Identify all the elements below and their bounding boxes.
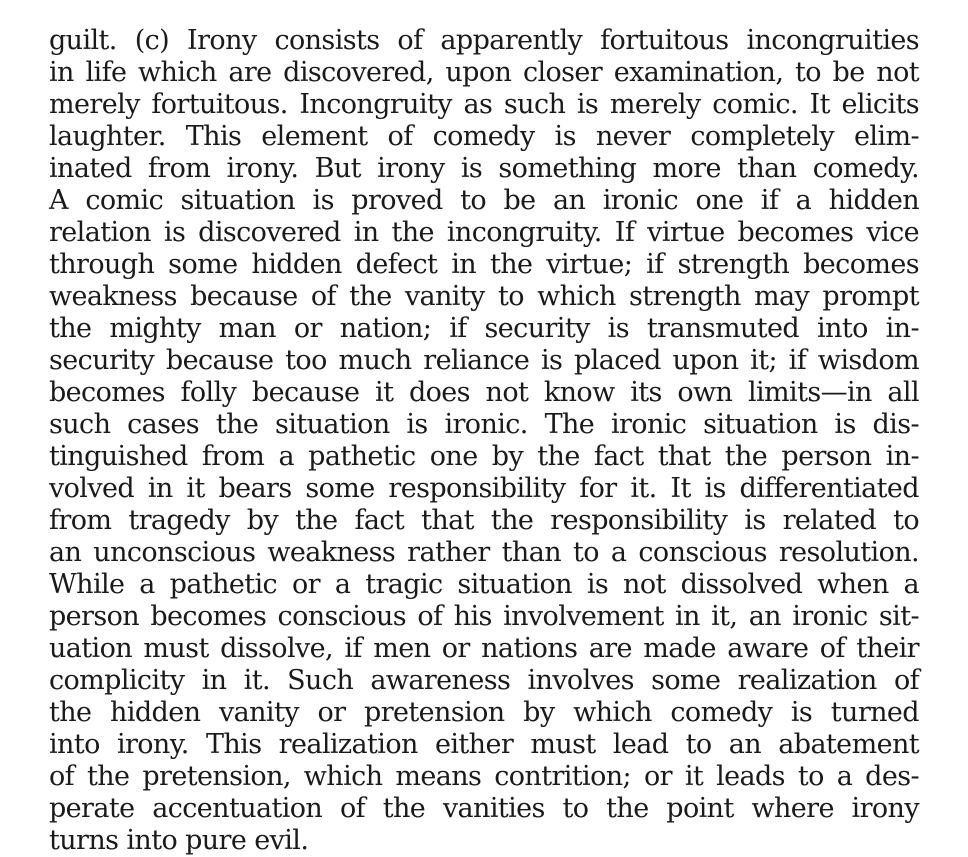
text-line-14: tinguished from a pathetic one by the fact that the person in- bbox=[49, 441, 919, 472]
text-line-10: the mighty man or nation; if security is transmuted into in- bbox=[49, 313, 919, 344]
text-line-13: such cases the situation is ironic. The ironic situation is dis- bbox=[49, 409, 919, 440]
text-line-11: security because too much reliance is placed upon it; if wisdom bbox=[49, 345, 919, 376]
text-line-17: an unconscious weakness rather than to a conscious resolution. bbox=[49, 537, 919, 568]
text-line-20: uation must dissolve, if men or nations are made aware of their bbox=[49, 633, 919, 664]
text-line-24: of the pretension, which means contrition; or it leads to a des- bbox=[49, 761, 919, 792]
text-line-9: weakness because of the vanity to which strength may prompt bbox=[49, 281, 919, 312]
document-page bbox=[49, 25, 919, 857]
text-line-5: inated from irony. But irony is something more than comedy. bbox=[49, 153, 919, 184]
text-line-3: merely fortuitous. Incongruity as such is merely comic. It elicits bbox=[49, 89, 919, 120]
text-line-6: A comic situation is proved to be an ironic one if a hidden bbox=[49, 185, 919, 216]
text-line-7: relation is discovered in the incongruity. If virtue becomes vice bbox=[49, 217, 919, 248]
text-line-15: volved in it bears some responsibility for it. It is differentiated bbox=[49, 473, 919, 504]
text-line-2: in life which are discovered, upon closer examination, to be not bbox=[49, 57, 919, 88]
text-line-25: perate accentuation of the vanities to the point where irony bbox=[49, 793, 919, 824]
text-line-1: guilt. (c) Irony consists of apparently fortuitous incongruities bbox=[49, 25, 919, 56]
text-line-12: becomes folly because it does not know its own limits—in all bbox=[49, 377, 919, 408]
text-line-19: person becomes conscious of his involvement in it, an ironic sit- bbox=[49, 601, 919, 632]
text-line-26: turns into pure evil. bbox=[49, 825, 309, 856]
text-line-18: While a pathetic or a tragic situation is not dissolved when a bbox=[49, 569, 919, 600]
text-line-16: from tragedy by the fact that the responsibility is related to bbox=[49, 505, 919, 536]
text-line-4: laughter. This element of comedy is never completely elim- bbox=[49, 121, 919, 152]
text-line-8: through some hidden defect in the virtue; if strength becomes bbox=[49, 249, 919, 280]
text-line-22: the hidden vanity or pretension by which comedy is turned bbox=[49, 697, 919, 728]
body-paragraph bbox=[49, 25, 919, 857]
text-line-23: into irony. This realization either must lead to an abatement bbox=[49, 729, 919, 760]
text-line-21: complicity in it. Such awareness involves some realization of bbox=[49, 665, 919, 696]
